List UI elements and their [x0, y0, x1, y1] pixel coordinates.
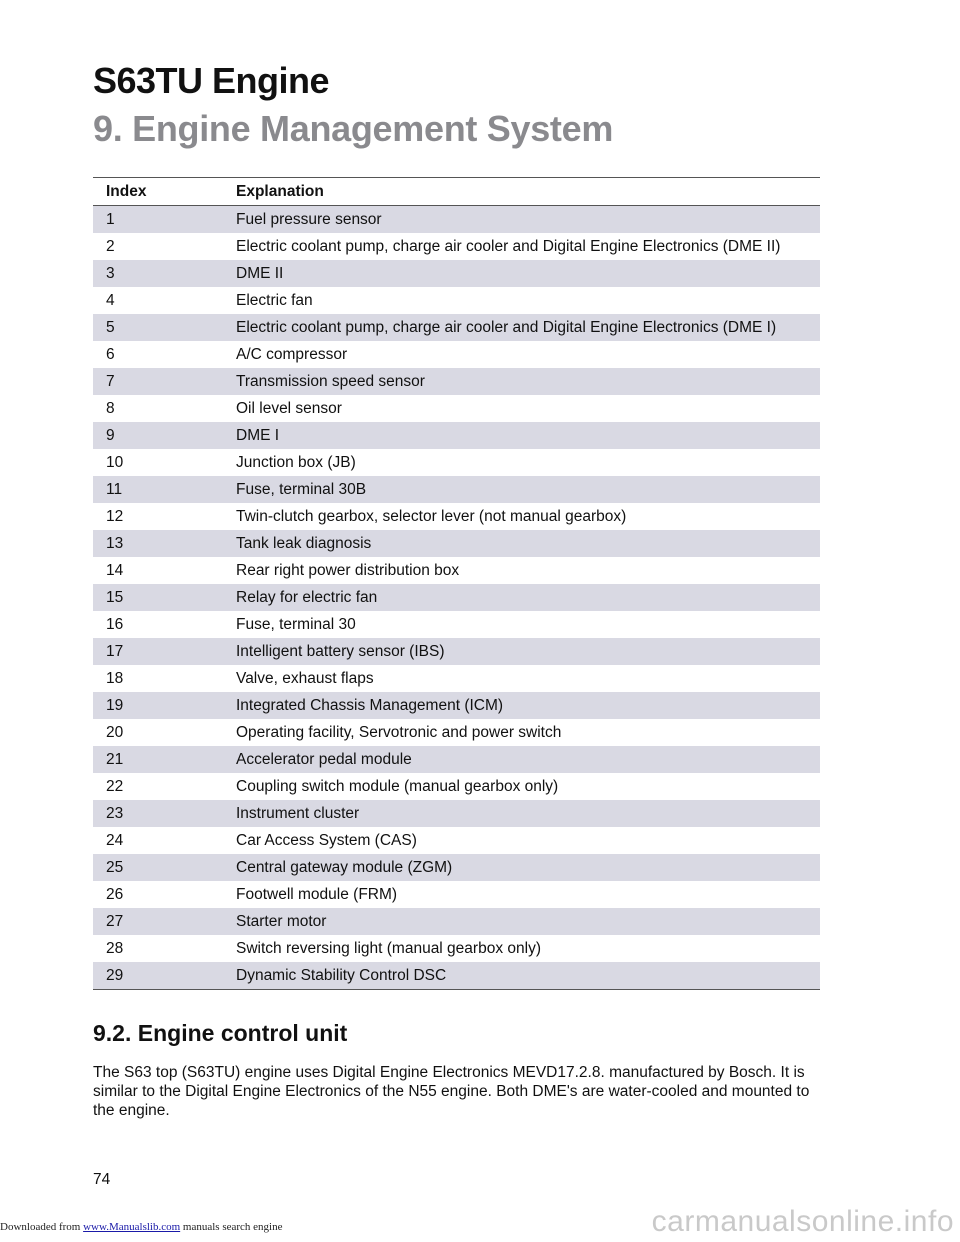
- row-explanation: DME I: [236, 426, 280, 444]
- row-explanation: Coupling switch module (manual gearbox only): [236, 777, 559, 795]
- row-explanation: Electric fan: [236, 291, 313, 309]
- row-index: 23: [106, 804, 124, 822]
- table-header: [93, 178, 820, 206]
- row-explanation: Starter motor: [236, 912, 327, 930]
- row-index: 6: [106, 345, 115, 363]
- table-row: [93, 854, 820, 881]
- row-index: 17: [106, 642, 124, 660]
- table-row: [93, 530, 820, 557]
- watermark: carmanualsonline.info: [651, 1205, 954, 1238]
- table-row: [93, 773, 820, 800]
- table-row: [93, 422, 820, 449]
- table-row: [93, 962, 820, 989]
- page-subtitle: 9. Engine Management System: [93, 108, 614, 149]
- row-explanation: Fuel pressure sensor: [236, 210, 382, 228]
- footer-prefix: Downloaded from: [0, 1221, 84, 1233]
- row-index: 11: [106, 480, 123, 498]
- row-index: 12: [106, 507, 124, 525]
- row-index: 20: [106, 723, 124, 741]
- footer-suffix: manuals search engine: [180, 1221, 283, 1233]
- table-row: [93, 449, 820, 476]
- download-footer: [0, 1221, 282, 1233]
- table-row: [93, 206, 820, 233]
- row-explanation: Switch reversing light (manual gearbox only): [236, 939, 541, 957]
- row-explanation: Tank leak diagnosis: [236, 534, 372, 552]
- row-explanation: Fuse, terminal 30: [236, 615, 356, 633]
- table-row: [93, 503, 820, 530]
- row-index: 13: [106, 534, 124, 552]
- row-explanation: Junction box (JB): [236, 453, 356, 471]
- row-explanation: DME II: [236, 264, 284, 282]
- row-explanation: A/C compressor: [236, 345, 348, 363]
- table-row: [93, 584, 820, 611]
- row-index: 24: [106, 831, 124, 849]
- row-index: 2: [106, 237, 115, 255]
- row-index: 10: [106, 453, 124, 471]
- row-explanation: Accelerator pedal module: [236, 750, 412, 768]
- row-explanation: Intelligent battery sensor (IBS): [236, 642, 445, 660]
- row-index: 22: [106, 777, 124, 795]
- row-explanation: Oil level sensor: [236, 399, 342, 417]
- row-explanation: Rear right power distribution box: [236, 561, 460, 579]
- row-index: 14: [106, 561, 124, 579]
- table-row: [93, 368, 820, 395]
- table-row: [93, 665, 820, 692]
- page-number: 74: [93, 1171, 111, 1188]
- column-header-index: Index: [106, 182, 147, 200]
- row-index: 15: [106, 588, 124, 606]
- table-row: [93, 395, 820, 422]
- row-index: 3: [106, 264, 115, 282]
- page-title: S63TU Engine: [93, 60, 330, 101]
- table-row: [93, 935, 820, 962]
- table-row: [93, 800, 820, 827]
- row-explanation: Central gateway module (ZGM): [236, 858, 453, 876]
- index-table: [93, 177, 820, 990]
- row-index: 28: [106, 939, 124, 957]
- table-row: [93, 881, 820, 908]
- section-heading: 9.2. Engine control unit: [93, 1020, 348, 1046]
- row-explanation: Twin-clutch gearbox, selector lever (not manual gearbox): [236, 507, 627, 525]
- column-header-explanation: Explanation: [236, 182, 324, 200]
- row-explanation: Operating facility, Servotronic and power switch: [236, 723, 562, 741]
- row-explanation: Instrument cluster: [236, 804, 360, 822]
- table-row: [93, 260, 820, 287]
- table-body: [93, 206, 820, 989]
- row-index: 16: [106, 615, 124, 633]
- table-row: [93, 557, 820, 584]
- row-index: 5: [106, 318, 115, 336]
- table-row: [93, 233, 820, 260]
- table-row: [93, 314, 820, 341]
- table-row: [93, 827, 820, 854]
- row-explanation: Transmission speed sensor: [236, 372, 425, 390]
- row-index: 29: [106, 966, 124, 984]
- table-row: [93, 611, 820, 638]
- row-explanation: Integrated Chassis Management (ICM): [236, 696, 504, 714]
- row-index: 19: [106, 696, 124, 714]
- table-row: [93, 692, 820, 719]
- row-index: 7: [106, 372, 115, 390]
- row-index: 21: [106, 750, 124, 768]
- table-row: [93, 341, 820, 368]
- row-explanation: Electric coolant pump, charge air cooler and Digital Engine Electronics (DME I): [236, 318, 777, 336]
- row-explanation: Relay for electric fan: [236, 588, 378, 606]
- row-explanation: Fuse, terminal 30B: [236, 480, 367, 498]
- table-row: [93, 719, 820, 746]
- row-explanation: Car Access System (CAS): [236, 831, 417, 849]
- row-index: 4: [106, 291, 115, 309]
- row-explanation: Footwell module (FRM): [236, 885, 398, 903]
- row-index: 9: [106, 426, 115, 444]
- row-index: 26: [106, 885, 124, 903]
- row-explanation: Electric coolant pump, charge air cooler and Digital Engine Electronics (DME II): [236, 237, 781, 255]
- row-index: 27: [106, 912, 124, 930]
- manualslib-link[interactable]: www.Manualslib.com: [83, 1221, 181, 1233]
- table-row: [93, 476, 820, 503]
- table-row: [93, 908, 820, 935]
- row-index: 1: [106, 210, 115, 228]
- row-explanation: Dynamic Stability Control DSC: [236, 966, 447, 984]
- row-index: 25: [106, 858, 124, 876]
- table-row: [93, 287, 820, 314]
- table-row: [93, 638, 820, 665]
- section-paragraph: The S63 top (S63TU) engine uses Digital Engine Electronics MEVD17.2.8. manufactured by Bosch. It is similar to the Digital Engine Electronics of the N55 engine. Both DME's are water-cooled and mounted to the engine.: [93, 1064, 810, 1119]
- row-explanation: Valve, exhaust flaps: [236, 669, 374, 687]
- table-row: [93, 746, 820, 773]
- row-index: 18: [106, 669, 124, 687]
- row-index: 8: [106, 399, 115, 417]
